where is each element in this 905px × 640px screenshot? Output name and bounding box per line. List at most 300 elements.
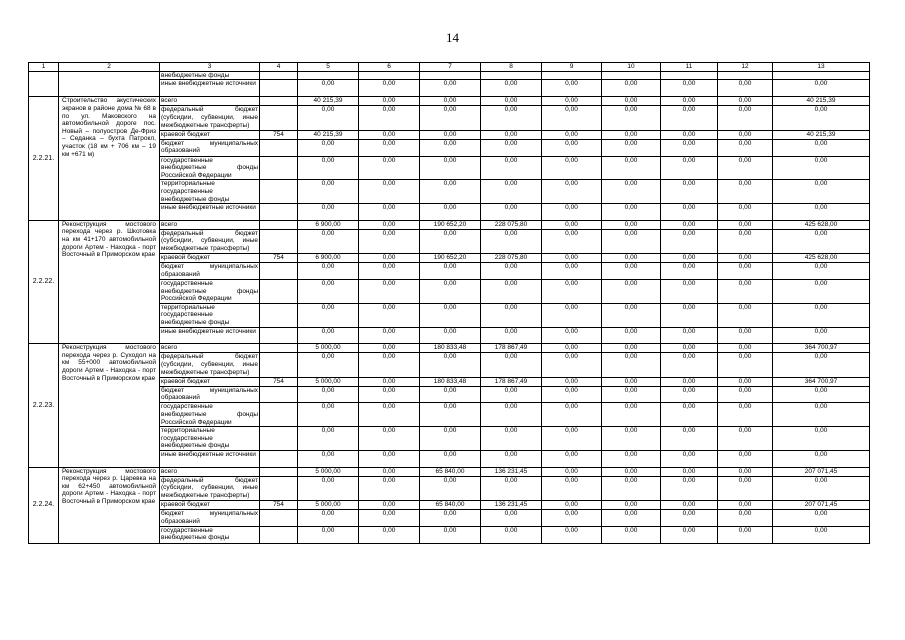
funding-source: федеральный бюджет (субсидии, субвенции, иные межбюджетные трансферты) — [161, 229, 258, 253]
value-cell: 0,00 — [661, 427, 718, 451]
code-cell — [29, 80, 59, 97]
value-cell: 5 000,00 — [298, 501, 359, 510]
value-cell: 0,00 — [602, 344, 661, 353]
value-cell: 0,00 — [718, 254, 773, 263]
value-cell: 0,00 — [661, 139, 718, 156]
funding-source: федеральный бюджет (субсидии, субвенции, иные межбюджетные трансферты) — [161, 476, 258, 499]
value-cell — [481, 71, 542, 80]
value-cell — [359, 71, 420, 80]
value-cell: 0,00 — [773, 526, 870, 543]
funding-source: всего — [160, 467, 260, 476]
value-cell: 180 833,48 — [420, 344, 481, 353]
value-cell: 0,00 — [359, 427, 420, 451]
funding-source: иные внебюджетные источники — [160, 204, 260, 221]
kbk-code — [260, 220, 298, 229]
value-cell: 0,00 — [481, 156, 542, 180]
value-cell: 0,00 — [773, 303, 870, 327]
value-cell: 0,00 — [718, 156, 773, 180]
value-cell: 0,00 — [602, 427, 661, 451]
value-cell: 0,00 — [481, 180, 542, 204]
value-cell: 65 840,00 — [420, 501, 481, 510]
kbk-code — [260, 476, 298, 500]
value-cell: 180 833,48 — [420, 377, 481, 386]
value-cell: 0,00 — [359, 156, 420, 180]
column-header: 5 — [298, 63, 359, 72]
value-cell: 0,00 — [298, 353, 359, 377]
kbk-code — [260, 303, 298, 327]
funding-source: краевой бюджет — [160, 130, 260, 139]
value-cell: 0,00 — [359, 180, 420, 204]
funding-source: краевой бюджет — [160, 501, 260, 510]
value-cell: 0,00 — [359, 97, 420, 106]
value-cell: 0,00 — [718, 220, 773, 229]
value-cell: 0,00 — [602, 501, 661, 510]
value-cell: 0,00 — [718, 476, 773, 500]
table-row — [29, 467, 870, 476]
value-cell: 6 900,00 — [298, 254, 359, 263]
value-cell: 0,00 — [420, 263, 481, 280]
column-header: 2 — [59, 63, 160, 72]
value-cell: 0,00 — [298, 327, 359, 344]
value-cell: 0,00 — [359, 106, 420, 130]
value-cell: 0,00 — [661, 476, 718, 500]
value-cell: 0,00 — [718, 97, 773, 106]
kbk-code — [260, 263, 298, 280]
value-cell: 0,00 — [718, 450, 773, 467]
value-cell — [718, 71, 773, 80]
value-cell: 207 071,45 — [773, 501, 870, 510]
kbk-code — [260, 279, 298, 303]
value-cell: 0,00 — [481, 303, 542, 327]
value-cell: 0,00 — [773, 386, 870, 403]
value-cell: 0,00 — [542, 501, 602, 510]
value-cell: 0,00 — [359, 386, 420, 403]
value-cell: 0,00 — [718, 377, 773, 386]
value-cell: 0,00 — [359, 501, 420, 510]
value-cell: 0,00 — [602, 510, 661, 527]
kbk-code — [260, 403, 298, 427]
column-header: 13 — [773, 63, 870, 72]
value-cell: 0,00 — [661, 303, 718, 327]
value-cell — [661, 71, 718, 80]
value-cell: 0,00 — [718, 467, 773, 476]
value-cell: 0,00 — [661, 344, 718, 353]
value-cell: 178 867,49 — [481, 377, 542, 386]
value-cell: 0,00 — [481, 386, 542, 403]
value-cell: 0,00 — [359, 303, 420, 327]
value-cell: 425 628,00 — [773, 220, 870, 229]
value-cell: 0,00 — [661, 263, 718, 280]
value-cell: 0,00 — [542, 353, 602, 377]
kbk-code — [260, 156, 298, 180]
value-cell: 0,00 — [420, 327, 481, 344]
value-cell: 0,00 — [661, 327, 718, 344]
column-header: 1 — [29, 63, 59, 72]
kbk-code: 754 — [260, 254, 298, 263]
column-header: 9 — [542, 63, 602, 72]
value-cell: 228 075,80 — [481, 254, 542, 263]
value-cell: 0,00 — [773, 450, 870, 467]
value-cell: 0,00 — [420, 180, 481, 204]
column-header: 12 — [718, 63, 773, 72]
value-cell: 0,00 — [718, 229, 773, 253]
value-cell: 0,00 — [420, 97, 481, 106]
value-cell: 0,00 — [542, 139, 602, 156]
name-cell — [59, 71, 160, 80]
kbk-code — [260, 180, 298, 204]
value-cell: 0,00 — [773, 327, 870, 344]
kbk-code: 754 — [260, 501, 298, 510]
value-cell: 0,00 — [602, 377, 661, 386]
funding-source: территориальные государственные внебюджетные фонды — [160, 180, 260, 204]
value-cell: 0,00 — [661, 180, 718, 204]
kbk-code — [260, 450, 298, 467]
value-cell: 0,00 — [420, 403, 481, 427]
value-cell: 0,00 — [773, 139, 870, 156]
value-cell: 0,00 — [481, 403, 542, 427]
value-cell: 0,00 — [481, 526, 542, 543]
value-cell — [542, 71, 602, 80]
funding-source: краевой бюджет — [160, 254, 260, 263]
value-cell — [260, 71, 298, 80]
column-header: 3 — [160, 63, 260, 72]
value-cell: 0,00 — [420, 139, 481, 156]
funding-source: всего — [160, 97, 260, 106]
value-cell: 190 652,20 — [420, 220, 481, 229]
value-cell: 0,00 — [661, 279, 718, 303]
value-cell: 0,00 — [542, 476, 602, 500]
value-cell: 0,00 — [420, 510, 481, 527]
value-cell: 0,00 — [359, 80, 420, 97]
value-cell: 0,00 — [542, 386, 602, 403]
value-cell: 0,00 — [773, 156, 870, 180]
value-cell: 0,00 — [602, 386, 661, 403]
value-cell: 0,00 — [602, 156, 661, 180]
value-cell: 0,00 — [602, 263, 661, 280]
value-cell: 0,00 — [542, 344, 602, 353]
value-cell: 0,00 — [661, 353, 718, 377]
value-cell: 0,00 — [420, 106, 481, 130]
kbk-cell — [260, 80, 298, 97]
value-cell: 0,00 — [602, 130, 661, 139]
column-header: 7 — [420, 63, 481, 72]
funding-source: федеральный бюджет (субсидии, субвенции, иные межбюджетные трансферты) — [161, 106, 258, 129]
value-cell: 0,00 — [718, 80, 773, 97]
value-cell: 0,00 — [481, 476, 542, 500]
table-header-row — [29, 63, 870, 72]
value-cell: 0,00 — [359, 139, 420, 156]
value-cell: 0,00 — [718, 130, 773, 139]
value-cell: 0,00 — [420, 303, 481, 327]
value-cell: 0,00 — [420, 386, 481, 403]
value-cell: 0,00 — [773, 229, 870, 253]
kbk-code — [260, 229, 298, 253]
table-row — [29, 71, 870, 80]
value-cell: 0,00 — [773, 263, 870, 280]
section-name: Строительство акустических экранов в районе дома № 68 в по ул. Маковского на автомобильной дороге пос. Новый – полуостров Де-Фриз – Седанка – бухта Патрокл, участок (18 км + 706 км – 19 км +671 м) — [59, 97, 160, 220]
table-row — [29, 220, 870, 229]
funding-source: государственные внебюджетные фонды Российской Федерации — [161, 279, 258, 303]
value-cell: 0,00 — [359, 377, 420, 386]
value-cell: 0,00 — [602, 279, 661, 303]
value-cell: 0,00 — [298, 106, 359, 130]
kbk-code — [260, 327, 298, 344]
source-cell: иные внебюджетные источники — [160, 80, 260, 97]
value-cell: 0,00 — [718, 204, 773, 221]
value-cell: 0,00 — [420, 279, 481, 303]
funding-source: бюджет муниципальных образований — [161, 510, 258, 525]
value-cell: 0,00 — [661, 80, 718, 97]
value-cell: 178 867,49 — [481, 344, 542, 353]
value-cell: 0,00 — [542, 204, 602, 221]
value-cell: 40 215,39 — [773, 97, 870, 106]
value-cell: 0,00 — [718, 510, 773, 527]
value-cell: 0,00 — [602, 106, 661, 130]
funding-source: краевой бюджет — [160, 377, 260, 386]
value-cell: 0,00 — [661, 106, 718, 130]
value-cell: 0,00 — [542, 467, 602, 476]
value-cell: 0,00 — [602, 467, 661, 476]
value-cell: 0,00 — [542, 450, 602, 467]
value-cell: 0,00 — [359, 344, 420, 353]
value-cell: 0,00 — [481, 204, 542, 221]
value-cell: 0,00 — [773, 204, 870, 221]
value-cell: 0,00 — [298, 526, 359, 543]
value-cell: 40 215,39 — [298, 97, 359, 106]
section-name: Реконструкция мостового перехода через р. Шкотовка на км 41+170 автомобильной дороги Артем - Находка - порт Восточный в Приморском крае — [59, 220, 160, 343]
table-row — [29, 344, 870, 353]
section-code: 2.2.21. — [29, 97, 59, 220]
funding-source: иные внебюджетные источники — [160, 450, 260, 467]
value-cell: 0,00 — [298, 229, 359, 253]
section-code: 2.2.22. — [29, 220, 59, 343]
value-cell: 0,00 — [298, 450, 359, 467]
funding-source: иные внебюджетные источники — [160, 327, 260, 344]
column-header: 8 — [481, 63, 542, 72]
value-cell: 0,00 — [542, 403, 602, 427]
value-cell: 0,00 — [542, 130, 602, 139]
value-cell: 0,00 — [542, 263, 602, 280]
value-cell: 0,00 — [298, 139, 359, 156]
value-cell: 0,00 — [481, 353, 542, 377]
funding-source: бюджет муниципальных образований — [161, 263, 258, 278]
value-cell: 0,00 — [773, 279, 870, 303]
value-cell: 0,00 — [542, 327, 602, 344]
value-cell: 0,00 — [773, 353, 870, 377]
value-cell: 0,00 — [481, 279, 542, 303]
kbk-code — [260, 427, 298, 451]
kbk-code — [260, 106, 298, 130]
funding-source: бюджет муниципальных образований — [161, 139, 258, 155]
value-cell: 0,00 — [661, 377, 718, 386]
value-cell: 0,00 — [718, 327, 773, 344]
value-cell: 0,00 — [661, 254, 718, 263]
kbk-code: 754 — [260, 377, 298, 386]
value-cell — [602, 71, 661, 80]
value-cell: 0,00 — [542, 156, 602, 180]
value-cell: 0,00 — [718, 526, 773, 543]
value-cell: 0,00 — [773, 476, 870, 500]
value-cell: 0,00 — [542, 80, 602, 97]
value-cell: 0,00 — [420, 450, 481, 467]
value-cell: 0,00 — [602, 303, 661, 327]
funding-source: всего — [160, 220, 260, 229]
value-cell: 0,00 — [542, 427, 602, 451]
value-cell: 0,00 — [481, 263, 542, 280]
value-cell: 0,00 — [661, 510, 718, 527]
value-cell: 0,00 — [661, 450, 718, 467]
value-cell: 0,00 — [602, 97, 661, 106]
column-header: 6 — [359, 63, 420, 72]
value-cell: 0,00 — [359, 130, 420, 139]
value-cell: 0,00 — [420, 526, 481, 543]
value-cell: 0,00 — [602, 476, 661, 500]
value-cell: 0,00 — [420, 80, 481, 97]
value-cell: 0,00 — [359, 403, 420, 427]
value-cell: 0,00 — [542, 303, 602, 327]
funding-source: территориальные государственные внебюджетные фонды — [160, 427, 260, 451]
value-cell: 0,00 — [359, 526, 420, 543]
value-cell: 0,00 — [359, 467, 420, 476]
value-cell: 0,00 — [602, 450, 661, 467]
value-cell: 0,00 — [718, 279, 773, 303]
page-number: 14 — [446, 30, 459, 45]
value-cell: 0,00 — [602, 80, 661, 97]
value-cell — [773, 71, 870, 80]
value-cell: 0,00 — [481, 106, 542, 130]
value-cell: 0,00 — [661, 229, 718, 253]
value-cell: 0,00 — [602, 403, 661, 427]
value-cell: 0,00 — [773, 427, 870, 451]
value-cell: 0,00 — [718, 344, 773, 353]
section-code: 2.2.24. — [29, 467, 59, 543]
funding-source: бюджет муниципальных образований — [161, 386, 258, 402]
value-cell: 0,00 — [773, 510, 870, 527]
value-cell: 5 000,00 — [298, 467, 359, 476]
value-cell: 136 231,45 — [481, 467, 542, 476]
value-cell: 0,00 — [359, 204, 420, 221]
kbk-code — [260, 386, 298, 403]
funding-source: всего — [160, 344, 260, 353]
kbk-code — [260, 353, 298, 377]
name-cell — [59, 80, 160, 97]
value-cell: 0,00 — [359, 229, 420, 253]
value-cell — [298, 71, 359, 80]
value-cell: 0,00 — [481, 427, 542, 451]
value-cell: 0,00 — [661, 467, 718, 476]
kbk-code: 754 — [260, 130, 298, 139]
value-cell — [420, 71, 481, 80]
value-cell: 0,00 — [542, 510, 602, 527]
value-cell: 0,00 — [661, 156, 718, 180]
column-header: 4 — [260, 63, 298, 72]
kbk-code — [260, 467, 298, 476]
value-cell: 136 231,45 — [481, 501, 542, 510]
kbk-code — [260, 204, 298, 221]
value-cell: 0,00 — [661, 501, 718, 510]
value-cell: 0,00 — [298, 386, 359, 403]
value-cell: 0,00 — [718, 427, 773, 451]
value-cell: 0,00 — [602, 139, 661, 156]
value-cell: 0,00 — [359, 220, 420, 229]
budget-table — [28, 62, 870, 544]
value-cell: 0,00 — [359, 263, 420, 280]
value-cell: 0,00 — [481, 450, 542, 467]
kbk-code — [260, 526, 298, 543]
value-cell: 0,00 — [542, 97, 602, 106]
column-header: 10 — [602, 63, 661, 72]
value-cell: 0,00 — [718, 386, 773, 403]
value-cell: 0,00 — [542, 180, 602, 204]
value-cell: 0,00 — [661, 130, 718, 139]
value-cell: 425 628,00 — [773, 254, 870, 263]
value-cell: 0,00 — [359, 279, 420, 303]
value-cell: 0,00 — [481, 130, 542, 139]
value-cell: 0,00 — [661, 403, 718, 427]
value-cell: 6 900,00 — [298, 220, 359, 229]
value-cell: 190 652,20 — [420, 254, 481, 263]
value-cell: 0,00 — [298, 510, 359, 527]
value-cell: 0,00 — [661, 204, 718, 221]
value-cell: 5 000,00 — [298, 344, 359, 353]
value-cell: 364 700,97 — [773, 344, 870, 353]
value-cell: 207 071,45 — [773, 467, 870, 476]
value-cell: 0,00 — [359, 450, 420, 467]
column-header: 11 — [661, 63, 718, 72]
value-cell: 0,00 — [773, 180, 870, 204]
kbk-code — [260, 344, 298, 353]
value-cell: 0,00 — [420, 353, 481, 377]
table-row — [29, 80, 870, 97]
section-name: Реконструкция мостового перехода через р. Царевка на км 62+450 автомобильной дороги Артем - Находка - порт Восточный в Приморском крае — [59, 467, 160, 543]
value-cell: 0,00 — [718, 403, 773, 427]
value-cell: 0,00 — [542, 279, 602, 303]
section-name: Реконструкция мостового перехода через р. Суходол на км 55+000 автомобильной дороги Артем - Находка - порт Восточный в Приморском крае — [59, 344, 160, 467]
value-cell: 0,00 — [359, 353, 420, 377]
source-cell: внебюджетные фонды — [160, 71, 260, 80]
funding-source: государственные внебюджетные фонды Российской Федерации — [161, 156, 258, 179]
value-cell: 0,00 — [481, 327, 542, 344]
value-cell: 0,00 — [602, 327, 661, 344]
value-cell: 0,00 — [602, 180, 661, 204]
value-cell: 0,00 — [298, 303, 359, 327]
value-cell: 0,00 — [481, 229, 542, 253]
value-cell: 0,00 — [602, 204, 661, 221]
value-cell: 0,00 — [298, 427, 359, 451]
value-cell: 0,00 — [359, 327, 420, 344]
value-cell: 0,00 — [773, 106, 870, 130]
value-cell: 228 075,80 — [481, 220, 542, 229]
value-cell: 0,00 — [481, 97, 542, 106]
value-cell: 40 215,39 — [298, 130, 359, 139]
value-cell: 0,00 — [602, 229, 661, 253]
value-cell: 0,00 — [542, 526, 602, 543]
value-cell: 40 215,39 — [773, 130, 870, 139]
value-cell: 0,00 — [602, 526, 661, 543]
value-cell: 0,00 — [542, 229, 602, 253]
value-cell: 0,00 — [420, 229, 481, 253]
kbk-code — [260, 97, 298, 106]
value-cell: 364 700,97 — [773, 377, 870, 386]
value-cell: 0,00 — [718, 501, 773, 510]
value-cell: 0,00 — [298, 476, 359, 500]
value-cell: 0,00 — [298, 263, 359, 280]
value-cell: 0,00 — [542, 377, 602, 386]
value-cell: 0,00 — [420, 156, 481, 180]
funding-source: территориальные государственные внебюджетные фонды — [160, 303, 260, 327]
funding-source: государственные внебюджетные фонды — [160, 526, 260, 543]
value-cell: 0,00 — [718, 106, 773, 130]
